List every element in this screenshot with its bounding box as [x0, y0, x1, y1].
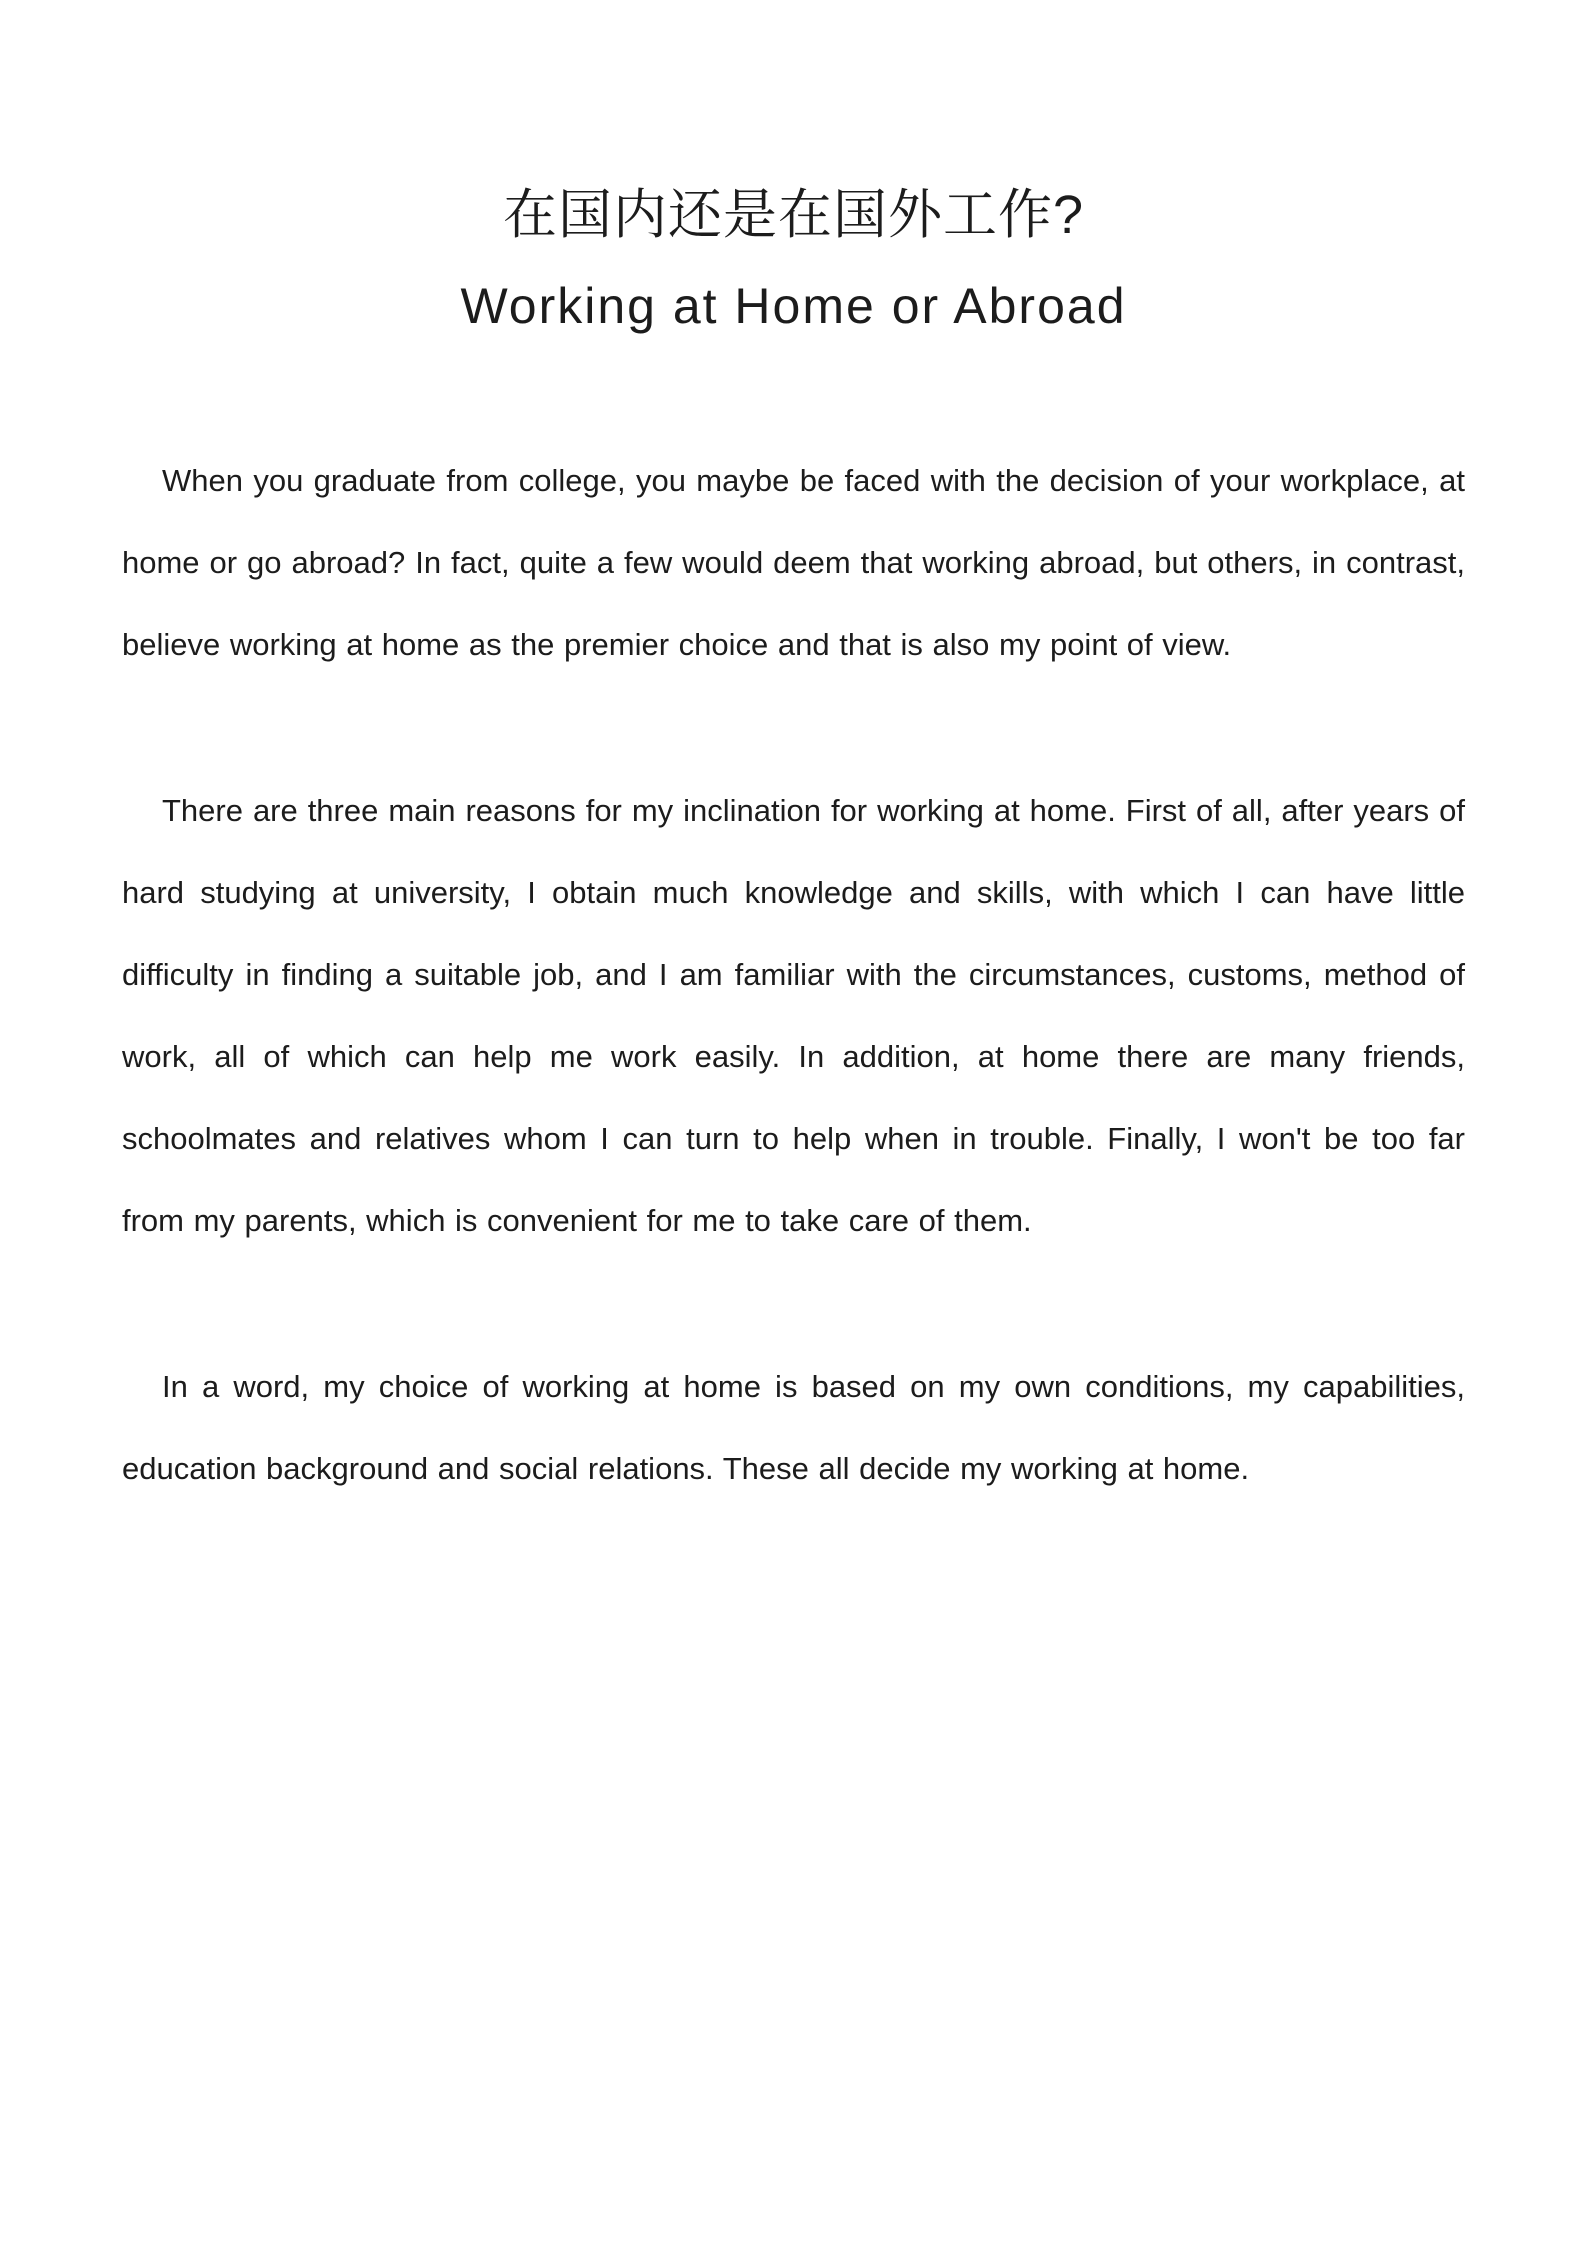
document-header: [122, 0, 1465, 352]
document-title-english: Working at Home or Abroad: [460, 278, 1127, 334]
paragraph-conclusion: In a word, my choice of working at home is based on my own conditions, my capabilities, education background and social relations. These all decide my working at home.: [122, 1369, 1465, 1486]
paragraph-reasons: There are three main reasons for my inclination for working at home. First of all, after years of hard studying at university, I obtain much knowledge and skills, with which I can have little difficulty in finding a suitable job, and I am familiar with the circumstances, customs, method of work, all of which can help me work easily. In addition, at home there are many friends, schoolmates and relatives whom I can turn to help when in trouble. Finally, I won't be too far from my parents, which is convenient for me to take care of them.: [122, 793, 1465, 1238]
document-title-chinese: 在国内还是在国外工作?: [502, 185, 1085, 245]
document-body: [122, 440, 1465, 1510]
paragraph-intro: When you graduate from college, you maybe be faced with the decision of your workplace, at home or go abroad? In fact, quite a few would deem that working abroad, but others, in contrast, believe working at home as the premier choice and that is also my point of view.: [122, 463, 1465, 662]
